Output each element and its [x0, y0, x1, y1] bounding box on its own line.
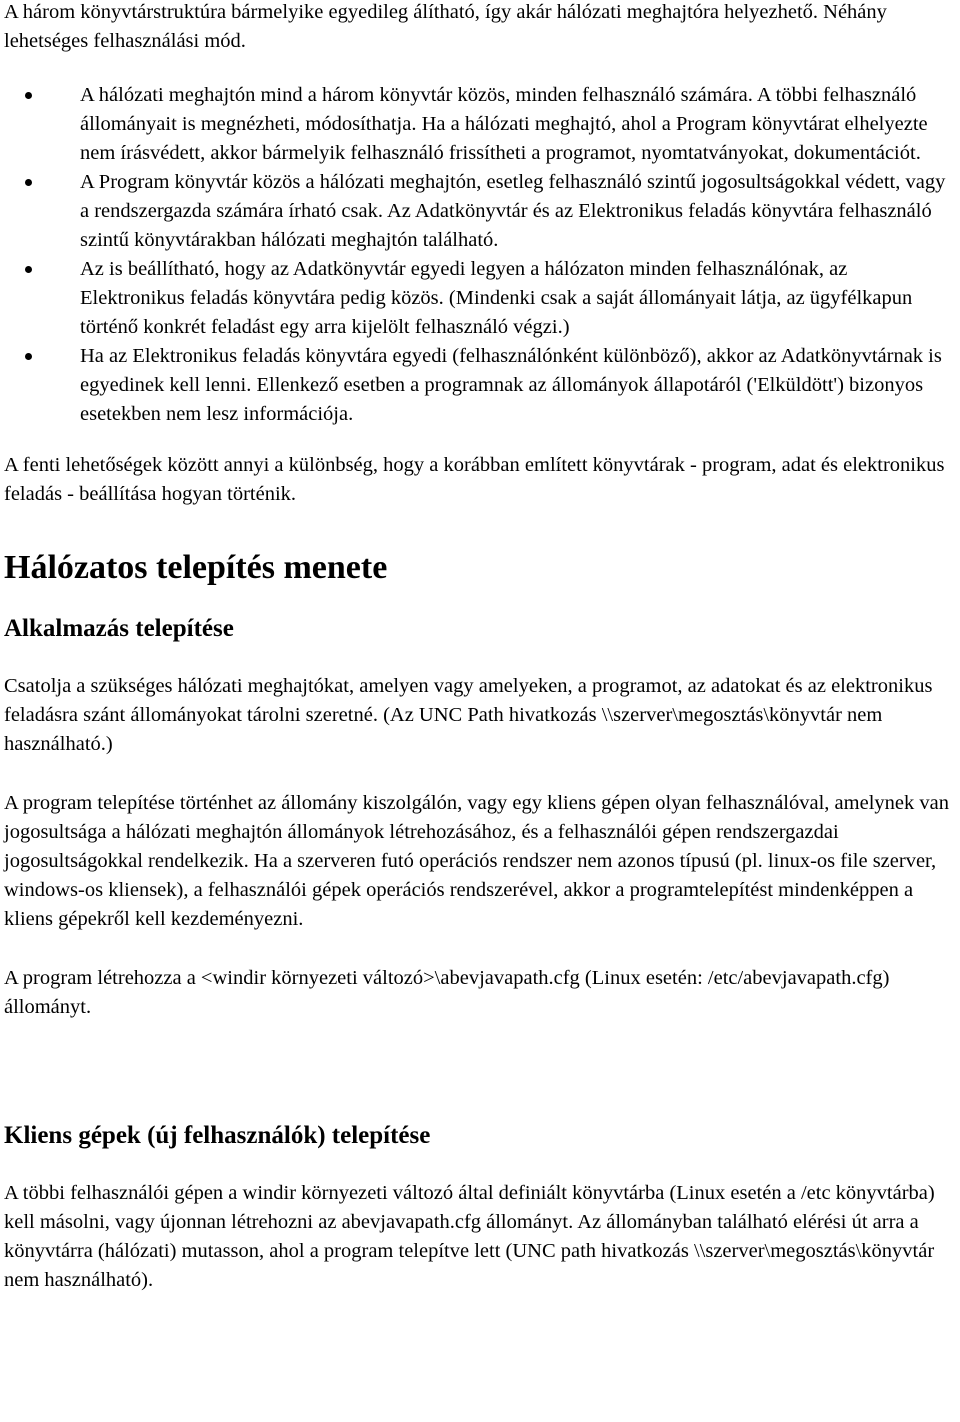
app-install-paragraph-2: A program telepítése történhet az állomány kiszolgálón, vagy egy kliens gépen olyan felhasználóval, amelynek van jogosultsága a hálózati meghajtón állományok létrehozásához, és a felhasználói gépen rendszergazdai jogosultságokkal rendelkezik. Ha a szerveren futó operációs rendszer nem azonos típusú (pl. linux-os file szerver, windows-os kliensek), a felhasználói gépek operációs rendszerével, akkor a programtelepítést mindenképpen a kliens gépekről kell kezdeményezni. [4, 792, 949, 930]
list-item [80, 168, 954, 255]
section-heading-app-install: Alkalmazás telepítése [4, 615, 234, 642]
app-install-paragraph-1: Csatolja a szükséges hálózati meghajtókat, amelyen vagy amelyeken, a programot, az adatokat és az elektronikus feladásra szánt állományokat tárolni szeretné. (Az UNC Path hivatkozás \\szerver\megosztás\könyvtár nem használható.) [4, 675, 933, 755]
list-item-text: Ha az Elektronikus feladás könyvtára egyedi (felhasználónként különböző), akkor az Adatkönyvtárnak is egyedinek kell lenni. Ellenkező esetben a programnak az állományok állapotáról ('Elküldött') bizonyos esetekben nem lesz információja. [80, 345, 942, 425]
client-install-paragraph-1: A többi felhasználói gépen a windir környezeti változó által definiált könyvtárba (Linux esetén a /etc könyvtárba) kell másolni, vagy újonnan létrehozni az abevjavapath.cfg állományt. Az állományban található elérési út arra a könyvtárra (hálózati) mutasson, ahol a program telepítve lett (UNC path hivatkozás \\szerver\megosztás\könyvtár nem használható). [4, 1182, 935, 1291]
list-item [80, 342, 954, 429]
bullet-icon [25, 92, 32, 99]
bullet-icon [25, 353, 32, 360]
summary-paragraph: A fenti lehetőségek között annyi a különbség, hogy a korábban említett könyvtárak - program, adat és elektronikus feladás - beállítása hogyan történik. [4, 454, 945, 505]
list-item-text: A hálózati meghajtón mind a három könyvtár közös, minden felhasználó számára. A többi felhasználó állományait is megnézheti, módosíthatja. Ha a hálózati meghajtó, ahol a Program könyvtárat elhelyezte nem írásvédett, akkor bármelyik felhasználó frissítheti a programot, nyomtatványokat, dokumentációt. [80, 84, 928, 164]
list-item [80, 81, 954, 168]
list-item-text: A Program könyvtár közös a hálózati meghajtón, esetleg felhasználó szintű jogosultságokkal védett, vagy a rendszergazda számára írható csak. Az Adatkönyvtár és az Elektronikus feladás könyvtára felhasználó szintű könyvtárakban hálózati meghajtón található. [80, 171, 946, 251]
usage-options-list [4, 81, 954, 429]
bullet-icon [25, 179, 32, 186]
app-install-paragraph-3: A program létrehozza a <windir környezeti változó>\abevjavapath.cfg (Linux esetén: /etc/abevjavapath.cfg) állományt. [4, 967, 890, 1018]
list-item-text: Az is beállítható, hogy az Adatkönyvtár egyedi legyen a hálózaton minden felhasználónak, az Elektronikus feladás könyvtára pedig közös. (Mindenki csak a saját állományait látja, az ügyfélkapun történő konkrét feladást egy arra kijelölt felhasználó végzi.) [80, 258, 913, 338]
section-heading-client-install: Kliens gépek (új felhasználók) telepítése [4, 1122, 431, 1149]
page-title: Hálózatos telepítés menete [4, 549, 388, 586]
intro-paragraph: A három könyvtárstruktúra bármelyike egyedileg álítható, így akár hálózati meghajtóra helyezhető. Néhány lehetséges felhasználási mód. [4, 1, 887, 52]
list-item [80, 255, 954, 342]
bullet-icon [25, 266, 32, 273]
